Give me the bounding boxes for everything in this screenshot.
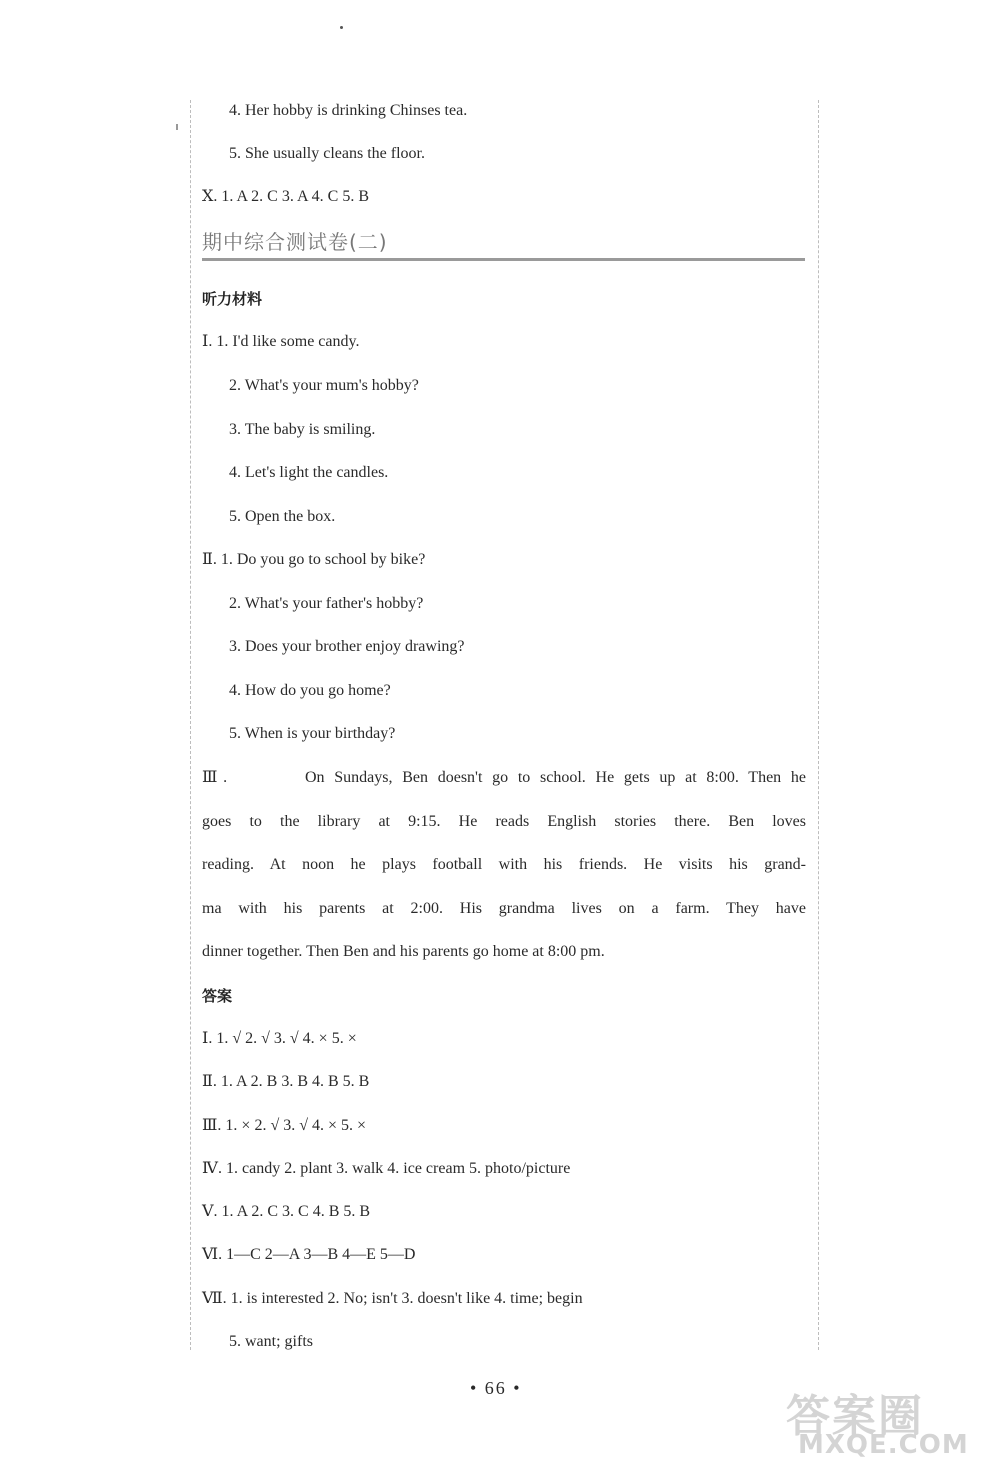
text-line: 4. Her hobby is drinking Chinses tea. — [229, 102, 468, 119]
answer-line: Ⅱ. 1. A 2. B 3. B 4. B 5. B — [202, 1073, 370, 1090]
passage-line: Ⅲ. On Sundays, Ben doesn't go to school. He gets up at 8:00. Then he — [202, 769, 806, 786]
answer-line: 5. want; gifts — [229, 1333, 313, 1350]
scan-dot — [340, 26, 343, 29]
listening-line: 5. When is your birthday? — [229, 725, 396, 742]
listening-line: 4. How do you go home? — [229, 682, 391, 699]
listening-line: 2. What's your mum's hobby? — [229, 377, 419, 394]
watermark-text: 答案圈 — [786, 1391, 924, 1442]
left-margin-rule — [190, 100, 191, 1350]
text-line: 5. She usually cleans the floor. — [229, 145, 425, 162]
section-title: 期中综合测试卷(二) — [202, 228, 805, 261]
answer-line: Ⅴ. 1. A 2. C 3. C 4. B 5. B — [202, 1203, 371, 1220]
answers-heading: 答案 — [202, 987, 233, 1005]
listening-line: 2. What's your father's hobby? — [229, 595, 424, 612]
watermark-url: MXQE.COM — [798, 1430, 969, 1460]
listening-line: 3. The baby is smiling. — [229, 421, 376, 438]
right-margin-rule — [818, 100, 819, 1350]
answer-line: Ⅰ. 1. √ 2. √ 3. √ 4. × 5. × — [202, 1030, 357, 1047]
answer-line: Ⅲ. 1. × 2. √ 3. √ 4. × 5. × — [202, 1117, 367, 1134]
listening-line: 5. Open the box. — [229, 508, 336, 525]
listening-line: Ⅰ. 1. I'd like some candy. — [202, 333, 360, 350]
scan-mark — [176, 124, 178, 130]
answer-line: Ⅳ. 1. candy 2. plant 3. walk 4. ice cream 5. photo/picture — [202, 1160, 571, 1177]
passage-line: reading. At noon he plays football with his friends. He visits his grand- — [202, 856, 806, 873]
page-number: • 66 • — [470, 1378, 522, 1398]
listening-line: 3. Does your brother enjoy drawing? — [229, 638, 465, 655]
answer-line: Ⅹ. 1. A 2. C 3. A 4. C 5. B — [202, 188, 369, 205]
passage-line: dinner together. Then Ben and his parents go home at 8:00 pm. — [202, 943, 605, 960]
answer-line: Ⅶ. 1. is interested 2. No; isn't 3. doesn't like 4. time; begin — [202, 1290, 583, 1307]
answer-line: Ⅵ. 1—C 2—A 3—B 4—E 5—D — [202, 1246, 416, 1263]
listening-heading: 听力材料 — [202, 290, 263, 308]
passage-line: goes to the library at 9:15. He reads English stories there. Ben loves — [202, 813, 806, 830]
passage-line: ma with his parents at 2:00. His grandma lives on a farm. They have — [202, 900, 806, 917]
listening-line: Ⅱ. 1. Do you go to school by bike? — [202, 551, 426, 568]
listening-line: 4. Let's light the candles. — [229, 464, 389, 481]
watermark-logo — [780, 1380, 995, 1465]
